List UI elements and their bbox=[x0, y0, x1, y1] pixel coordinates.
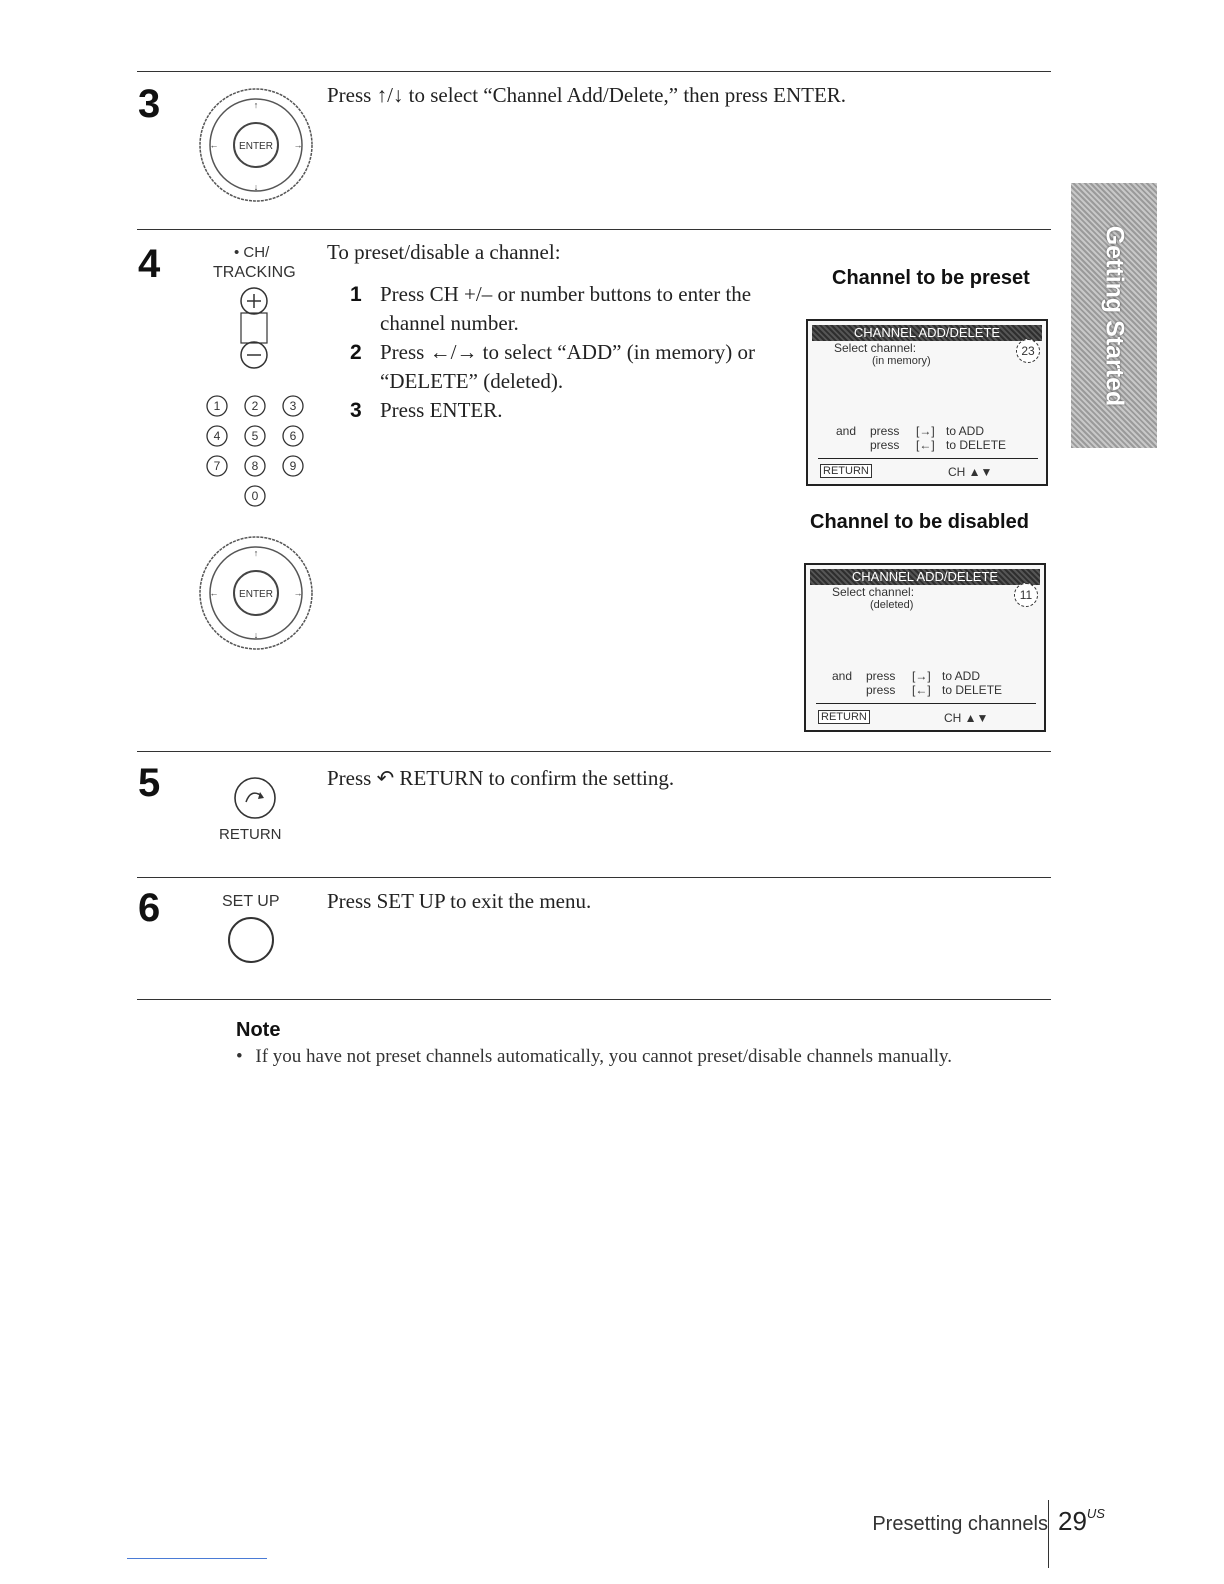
key-5: 5 bbox=[251, 429, 259, 443]
return-key: RETURN bbox=[818, 710, 870, 724]
left-key: [←] bbox=[912, 683, 931, 697]
key-4: 4 bbox=[213, 429, 221, 443]
remote-label-ch: • CH/ bbox=[234, 244, 270, 261]
svg-text:↓: ↓ bbox=[253, 182, 259, 192]
ch-plus-minus-icon bbox=[232, 285, 276, 371]
list-text: Press ←/→ to select “ADD” (in memory) or “DELETE” (deleted). bbox=[380, 340, 755, 393]
key-2: 2 bbox=[251, 399, 259, 413]
screen-caption-preset: Channel to be preset bbox=[832, 267, 1030, 289]
remote-label-setup: SET UP bbox=[222, 893, 280, 910]
section-tab bbox=[1071, 183, 1157, 448]
press-label: press bbox=[866, 683, 896, 697]
list-number: 2 bbox=[350, 341, 362, 364]
menu-title: CHANNEL ADD/DELETE bbox=[810, 569, 1040, 585]
svg-text:→: → bbox=[293, 588, 303, 598]
enter-button-label: ENTER bbox=[239, 589, 273, 600]
menu-screen-preset bbox=[806, 319, 1048, 486]
step-4-intro: To preset/disable a channel: bbox=[327, 240, 561, 264]
svg-text:↑: ↑ bbox=[253, 548, 259, 558]
list-item bbox=[350, 280, 790, 338]
step-4-list bbox=[350, 280, 790, 425]
enter-button-label: ENTER bbox=[239, 141, 273, 152]
setup-button-icon bbox=[225, 914, 277, 966]
list-text: Press CH +/– or number buttons to enter the channel number. bbox=[380, 282, 752, 335]
ch-keys: CH ▲▼ bbox=[944, 711, 989, 725]
note-content: If you have not preset channels automatically, you cannot preset/disable channels manually. bbox=[255, 1046, 953, 1067]
right-key: [→] bbox=[916, 424, 935, 438]
screen-caption-disabled: Channel to be disabled bbox=[810, 511, 1029, 533]
press-label: press bbox=[866, 669, 896, 683]
remote-label-return: RETURN bbox=[219, 826, 282, 843]
delete-action: to DELETE bbox=[946, 438, 1007, 452]
page-region: US bbox=[1086, 1506, 1105, 1521]
divider bbox=[137, 71, 1051, 72]
right-key: [→] bbox=[912, 669, 931, 683]
press-label: press bbox=[870, 424, 900, 438]
and-label: and bbox=[836, 424, 857, 438]
key-3: 3 bbox=[289, 399, 297, 413]
svg-text:↑: ↑ bbox=[253, 100, 259, 110]
step-number: 5 bbox=[138, 761, 161, 805]
divider bbox=[137, 751, 1051, 752]
return-button-icon bbox=[229, 772, 281, 824]
footer-divider bbox=[1048, 1500, 1049, 1568]
number-keypad-icon bbox=[198, 392, 323, 514]
channel-number: 11 bbox=[1014, 583, 1038, 607]
list-item bbox=[350, 396, 790, 425]
delete-action: to DELETE bbox=[942, 683, 1003, 697]
svg-text:←: ← bbox=[209, 140, 219, 150]
divider bbox=[137, 999, 1051, 1000]
page-number-value: 29 bbox=[1058, 1506, 1087, 1536]
list-text: Press ENTER. bbox=[380, 398, 503, 422]
channel-status: (in memory) bbox=[872, 355, 931, 367]
note-text bbox=[236, 1046, 952, 1068]
menu-screen-disabled bbox=[804, 563, 1046, 732]
key-8: 8 bbox=[251, 459, 259, 473]
and-label: and bbox=[832, 669, 853, 683]
remote-label-tracking: TRACKING bbox=[213, 264, 296, 281]
svg-text:↓: ↓ bbox=[253, 630, 259, 640]
add-action: to ADD bbox=[942, 669, 981, 683]
note-heading: Note bbox=[236, 1019, 281, 1041]
step-number: 4 bbox=[138, 242, 161, 286]
channel-number: 23 bbox=[1016, 339, 1040, 363]
list-number: 1 bbox=[350, 283, 362, 306]
list-number: 3 bbox=[350, 399, 362, 422]
key-7: 7 bbox=[213, 459, 221, 473]
screen-divider bbox=[818, 458, 1038, 459]
return-key: RETURN bbox=[820, 464, 872, 478]
left-key: [←] bbox=[916, 438, 935, 452]
enter-joystick-icon bbox=[197, 534, 315, 652]
step-5-instruction: Press ↶ RETURN to confirm the setting. bbox=[327, 766, 675, 790]
bottom-rule bbox=[127, 1558, 267, 1559]
screen-divider bbox=[816, 703, 1036, 704]
section-tab-label: Getting Started bbox=[1100, 225, 1129, 406]
divider bbox=[137, 229, 1051, 230]
select-channel-label: Select channel: bbox=[834, 341, 917, 355]
divider bbox=[137, 877, 1051, 878]
step-number: 6 bbox=[138, 886, 161, 930]
svg-text:→: → bbox=[293, 140, 303, 150]
enter-joystick-icon bbox=[197, 86, 315, 204]
add-action: to ADD bbox=[946, 424, 985, 438]
key-9: 9 bbox=[289, 459, 297, 473]
press-label: press bbox=[870, 438, 900, 452]
list-item bbox=[350, 338, 790, 396]
select-channel-label: Select channel: bbox=[832, 585, 915, 599]
channel-status: (deleted) bbox=[870, 599, 914, 611]
svg-text:←: ← bbox=[209, 588, 219, 598]
footer-section-title: Presetting channels bbox=[872, 1513, 1048, 1535]
key-1: 1 bbox=[213, 399, 221, 413]
note-bullet: • bbox=[236, 1046, 243, 1067]
page-number bbox=[1058, 1506, 1105, 1537]
key-0: 0 bbox=[251, 489, 259, 503]
step-6-instruction: Press SET UP to exit the menu. bbox=[327, 889, 592, 913]
key-6: 6 bbox=[289, 429, 297, 443]
ch-keys: CH ▲▼ bbox=[948, 465, 993, 479]
step-3-instruction: Press ↑/↓ to select “Channel Add/Delete,” then press ENTER. bbox=[327, 83, 847, 107]
menu-title: CHANNEL ADD/DELETE bbox=[812, 325, 1042, 341]
step-number: 3 bbox=[138, 82, 161, 126]
